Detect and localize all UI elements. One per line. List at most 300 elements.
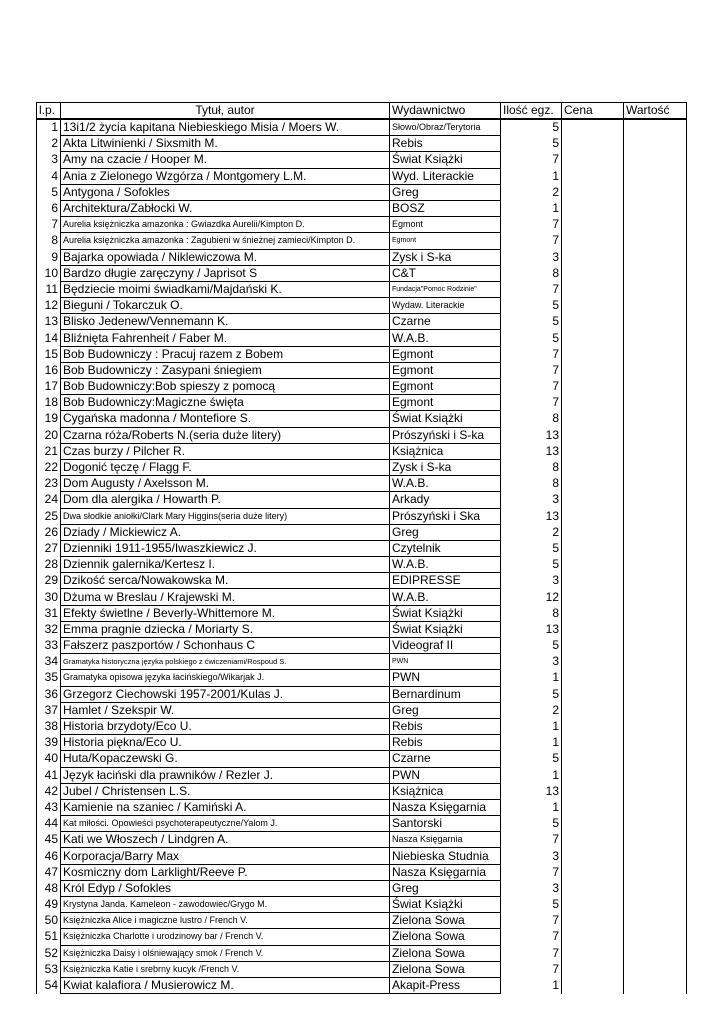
row-value xyxy=(624,977,687,993)
table-body xyxy=(37,119,687,994)
table-row xyxy=(37,346,687,362)
row-number: 17 xyxy=(37,379,61,395)
row-quantity: 7 xyxy=(501,961,562,977)
row-price xyxy=(562,136,624,152)
header-title-author: Tytuł, autor xyxy=(61,103,390,120)
row-number: 1 xyxy=(37,119,61,136)
row-publisher: Świat Książki xyxy=(390,152,501,168)
row-quantity: 13 xyxy=(501,427,562,443)
table-row xyxy=(37,281,687,297)
table-row xyxy=(37,945,687,961)
row-title-author: Kwiat kalafiora / Musierowicz M. xyxy=(61,977,390,993)
row-title-author: Aurelia księżniczka amazonka : Gwiazdka Aurelii/Kimpton D. xyxy=(61,217,390,233)
row-number: 23 xyxy=(37,476,61,492)
row-number: 48 xyxy=(37,880,61,896)
table-row xyxy=(37,816,687,832)
row-publisher: Prószyński i S-ka xyxy=(390,427,501,443)
row-value xyxy=(624,929,687,945)
table-row xyxy=(37,540,687,556)
row-number: 38 xyxy=(37,718,61,734)
row-title-author: Kosmiczny dom Larklight/Reeve P. xyxy=(61,864,390,880)
row-quantity: 3 xyxy=(501,880,562,896)
row-value xyxy=(624,249,687,265)
row-publisher: Wydaw. Literackie xyxy=(390,298,501,314)
row-price xyxy=(562,217,624,233)
table-row xyxy=(37,961,687,977)
table-row xyxy=(37,832,687,848)
row-quantity: 7 xyxy=(501,945,562,961)
row-publisher: Prószyński i Ska xyxy=(390,508,501,524)
row-title-author: Aurelia księżniczka amazonka : Zagubieni w śnieżnej zamieci/Kimpton D. xyxy=(61,233,390,249)
row-publisher: W.A.B. xyxy=(390,330,501,346)
row-title-author: Bob Budowniczy : Zasypani śniegiem xyxy=(61,362,390,378)
row-value xyxy=(624,589,687,605)
row-publisher: Zysk i S-ka xyxy=(390,459,501,475)
table-row xyxy=(37,589,687,605)
row-price xyxy=(562,848,624,864)
table-row xyxy=(37,200,687,216)
table-row xyxy=(37,767,687,783)
row-value xyxy=(624,670,687,686)
row-number: 5 xyxy=(37,184,61,200)
row-title-author: Kat miłości. Opowieści psychoterapeutyczne/Yalom J. xyxy=(61,816,390,832)
row-quantity: 1 xyxy=(501,200,562,216)
header-row xyxy=(37,103,687,120)
table-row xyxy=(37,880,687,896)
row-publisher: W.A.B. xyxy=(390,557,501,573)
row-quantity: 1 xyxy=(501,977,562,993)
row-quantity: 7 xyxy=(501,379,562,395)
row-price xyxy=(562,443,624,459)
row-number: 9 xyxy=(37,249,61,265)
table-row xyxy=(37,735,687,751)
row-value xyxy=(624,411,687,427)
header-lp: l.p. xyxy=(37,103,61,120)
row-value xyxy=(624,427,687,443)
row-price xyxy=(562,816,624,832)
row-number: 39 xyxy=(37,735,61,751)
row-value xyxy=(624,217,687,233)
row-title-author: Krystyna Janda. Kameleon - zawodowiec/Grygo M. xyxy=(61,897,390,913)
row-title-author: Antygona / Sofokles xyxy=(61,184,390,200)
row-price xyxy=(562,751,624,767)
row-value xyxy=(624,573,687,589)
row-quantity: 7 xyxy=(501,832,562,848)
table-row xyxy=(37,184,687,200)
table-row xyxy=(37,573,687,589)
row-price xyxy=(562,654,624,670)
row-quantity: 3 xyxy=(501,249,562,265)
row-title-author: Efekty świetlne / Beverly-Whittemore M. xyxy=(61,605,390,621)
row-title-author: Fałszerz paszportów / Schonhaus C xyxy=(61,638,390,654)
row-quantity: 8 xyxy=(501,605,562,621)
table-row xyxy=(37,799,687,815)
row-number: 50 xyxy=(37,913,61,929)
row-price xyxy=(562,249,624,265)
row-publisher: Greg xyxy=(390,184,501,200)
row-title-author: Dwa słodkie aniołki/Clark Mary Higgins(seria duże litery) xyxy=(61,508,390,524)
row-price xyxy=(562,200,624,216)
row-price xyxy=(562,459,624,475)
row-value xyxy=(624,200,687,216)
row-price xyxy=(562,427,624,443)
table-row xyxy=(37,427,687,443)
row-quantity: 7 xyxy=(501,395,562,411)
row-price xyxy=(562,540,624,556)
row-number: 40 xyxy=(37,751,61,767)
table-row xyxy=(37,524,687,540)
row-title-author: Dzikość serca/Nowakowska M. xyxy=(61,573,390,589)
row-publisher: PWN xyxy=(390,654,501,670)
row-price xyxy=(562,767,624,783)
row-title-author: Dziady / Mickiewicz A. xyxy=(61,524,390,540)
row-price xyxy=(562,913,624,929)
row-quantity: 5 xyxy=(501,686,562,702)
table-row xyxy=(37,136,687,152)
row-title-author: Dogonić tęczę / Flagg F. xyxy=(61,459,390,475)
row-price xyxy=(562,492,624,508)
row-title-author: Dżuma w Breslau / Krajewski M. xyxy=(61,589,390,605)
row-quantity: 7 xyxy=(501,929,562,945)
header-publisher: Wydawnictwo xyxy=(390,103,501,120)
row-quantity: 1 xyxy=(501,718,562,734)
row-price xyxy=(562,702,624,718)
row-title-author: Akta Litwinienki / Sixsmith M. xyxy=(61,136,390,152)
row-publisher: Nasza Księgarnia xyxy=(390,799,501,815)
row-value xyxy=(624,362,687,378)
row-publisher: Rebis xyxy=(390,735,501,751)
row-title-author: Dzienniki 1911-1955/Iwaszkiewicz J. xyxy=(61,540,390,556)
table-row xyxy=(37,605,687,621)
row-publisher: Rebis xyxy=(390,136,501,152)
row-value xyxy=(624,524,687,540)
row-title-author: Jubel / Christensen L.S. xyxy=(61,783,390,799)
table-row xyxy=(37,362,687,378)
row-value xyxy=(624,459,687,475)
table-row xyxy=(37,864,687,880)
row-quantity: 7 xyxy=(501,281,562,297)
table-row xyxy=(37,751,687,767)
row-value xyxy=(624,816,687,832)
row-value xyxy=(624,913,687,929)
row-value xyxy=(624,783,687,799)
row-price xyxy=(562,346,624,362)
header-price: Cena xyxy=(562,103,624,120)
row-quantity: 2 xyxy=(501,184,562,200)
row-price xyxy=(562,524,624,540)
row-number: 11 xyxy=(37,281,61,297)
row-quantity: 3 xyxy=(501,573,562,589)
row-value xyxy=(624,443,687,459)
row-number: 2 xyxy=(37,136,61,152)
row-price xyxy=(562,152,624,168)
table-row xyxy=(37,476,687,492)
row-publisher: W.A.B. xyxy=(390,589,501,605)
row-number: 8 xyxy=(37,233,61,249)
row-publisher: Świat Książki xyxy=(390,621,501,637)
row-publisher: W.A.B. xyxy=(390,476,501,492)
row-quantity: 7 xyxy=(501,217,562,233)
row-value xyxy=(624,735,687,751)
table-row xyxy=(37,265,687,281)
table-row xyxy=(37,152,687,168)
row-number: 46 xyxy=(37,848,61,864)
row-value xyxy=(624,298,687,314)
row-publisher: Bernardinum xyxy=(390,686,501,702)
row-number: 29 xyxy=(37,573,61,589)
table-row xyxy=(37,314,687,330)
table-row xyxy=(37,848,687,864)
row-title-author: Gramatyka opisowa języka łacińskiego/Wikarjak J. xyxy=(61,670,390,686)
row-quantity: 2 xyxy=(501,524,562,540)
row-quantity: 8 xyxy=(501,265,562,281)
row-price xyxy=(562,265,624,281)
row-price xyxy=(562,799,624,815)
row-title-author: Bliźnięta Fahrenheit / Faber M. xyxy=(61,330,390,346)
row-number: 10 xyxy=(37,265,61,281)
row-number: 44 xyxy=(37,816,61,832)
row-number: 51 xyxy=(37,929,61,945)
row-number: 15 xyxy=(37,346,61,362)
row-publisher: Książnica xyxy=(390,443,501,459)
row-publisher: Nasza Księgarnia xyxy=(390,832,501,848)
row-value xyxy=(624,476,687,492)
row-title-author: Historia piękna/Eco U. xyxy=(61,735,390,751)
row-number: 47 xyxy=(37,864,61,880)
row-number: 45 xyxy=(37,832,61,848)
row-price xyxy=(562,330,624,346)
row-number: 4 xyxy=(37,168,61,184)
table-row xyxy=(37,897,687,913)
row-title-author: Księżniczka Charlotte i urodzinowy bar / French V. xyxy=(61,929,390,945)
book-inventory-table xyxy=(36,102,687,994)
table-row xyxy=(37,977,687,993)
table-row xyxy=(37,119,687,136)
table-row xyxy=(37,913,687,929)
row-publisher: Zysk i S-ka xyxy=(390,249,501,265)
row-quantity: 1 xyxy=(501,670,562,686)
row-quantity: 7 xyxy=(501,233,562,249)
row-title-author: Grzegorz Ciechowski 1957-2001/Kulas J. xyxy=(61,686,390,702)
row-publisher: PWN xyxy=(390,767,501,783)
table-row xyxy=(37,492,687,508)
row-number: 16 xyxy=(37,362,61,378)
row-publisher: Słowo/Obraz/Terytoria xyxy=(390,119,501,136)
row-number: 27 xyxy=(37,540,61,556)
row-quantity: 5 xyxy=(501,540,562,556)
row-quantity: 8 xyxy=(501,476,562,492)
row-quantity: 3 xyxy=(501,654,562,670)
row-quantity: 7 xyxy=(501,362,562,378)
table-row xyxy=(37,670,687,686)
row-number: 43 xyxy=(37,799,61,815)
row-title-author: Bob Budowniczy:Magiczne święta xyxy=(61,395,390,411)
row-price xyxy=(562,621,624,637)
row-title-author: 13i1/2 życia kapitana Niebieskiego Misia / Moers W. xyxy=(61,119,390,136)
row-quantity: 7 xyxy=(501,152,562,168)
row-price xyxy=(562,832,624,848)
row-value xyxy=(624,799,687,815)
row-quantity: 5 xyxy=(501,557,562,573)
row-value xyxy=(624,767,687,783)
row-number: 7 xyxy=(37,217,61,233)
row-publisher: Wyd. Literackie xyxy=(390,168,501,184)
row-publisher: Egmont xyxy=(390,233,501,249)
row-publisher: Akapit-Press xyxy=(390,977,501,993)
row-quantity: 8 xyxy=(501,459,562,475)
row-publisher: Egmont xyxy=(390,362,501,378)
row-price xyxy=(562,929,624,945)
row-publisher: Egmont xyxy=(390,395,501,411)
row-quantity: 7 xyxy=(501,346,562,362)
row-number: 12 xyxy=(37,298,61,314)
row-price xyxy=(562,411,624,427)
table-row xyxy=(37,411,687,427)
row-price xyxy=(562,783,624,799)
row-price xyxy=(562,184,624,200)
row-quantity: 5 xyxy=(501,638,562,654)
row-number: 31 xyxy=(37,605,61,621)
row-title-author: Bob Budowniczy:Bob spieszy z pomocą xyxy=(61,379,390,395)
row-value xyxy=(624,605,687,621)
row-number: 30 xyxy=(37,589,61,605)
row-value xyxy=(624,880,687,896)
row-value xyxy=(624,314,687,330)
row-number: 33 xyxy=(37,638,61,654)
row-publisher: Zielona Sowa xyxy=(390,913,501,929)
row-value xyxy=(624,638,687,654)
row-publisher: Czytelnik xyxy=(390,540,501,556)
row-title-author: Historia brzydoty/Eco U. xyxy=(61,718,390,734)
row-publisher: Greg xyxy=(390,880,501,896)
row-quantity: 5 xyxy=(501,897,562,913)
row-publisher: Egmont xyxy=(390,217,501,233)
table-row xyxy=(37,783,687,799)
row-title-author: Będziecie moimi świadkami/Majdański K. xyxy=(61,281,390,297)
row-value xyxy=(624,281,687,297)
row-price xyxy=(562,557,624,573)
row-value xyxy=(624,508,687,524)
row-number: 49 xyxy=(37,897,61,913)
row-price xyxy=(562,119,624,136)
row-publisher: BOSZ xyxy=(390,200,501,216)
row-publisher: Świat Książki xyxy=(390,897,501,913)
row-price xyxy=(562,897,624,913)
row-value xyxy=(624,184,687,200)
row-title-author: Kamienie na szaniec / Kamiński A. xyxy=(61,799,390,815)
row-number: 18 xyxy=(37,395,61,411)
row-quantity: 12 xyxy=(501,589,562,605)
row-price xyxy=(562,233,624,249)
row-publisher: Greg xyxy=(390,702,501,718)
row-value xyxy=(624,152,687,168)
row-publisher: C&T xyxy=(390,265,501,281)
row-number: 42 xyxy=(37,783,61,799)
row-price xyxy=(562,395,624,411)
table-row xyxy=(37,249,687,265)
row-number: 13 xyxy=(37,314,61,330)
row-quantity: 1 xyxy=(501,735,562,751)
row-quantity: 5 xyxy=(501,816,562,832)
row-price xyxy=(562,508,624,524)
row-title-author: Czarna róża/Roberts N.(seria duże litery) xyxy=(61,427,390,443)
row-publisher: Greg xyxy=(390,524,501,540)
row-quantity: 13 xyxy=(501,783,562,799)
row-number: 35 xyxy=(37,670,61,686)
row-value xyxy=(624,492,687,508)
row-title-author: Król Edyp / Sofokles xyxy=(61,880,390,896)
row-title-author: Bajarka opowiada / Niklewiczowa M. xyxy=(61,249,390,265)
row-title-author: Bardzo długie zaręczyny / Japrisot S xyxy=(61,265,390,281)
table-row xyxy=(37,621,687,637)
table-row xyxy=(37,443,687,459)
row-price xyxy=(562,589,624,605)
row-publisher: Egmont xyxy=(390,346,501,362)
row-quantity: 3 xyxy=(501,848,562,864)
row-quantity: 13 xyxy=(501,508,562,524)
table-row xyxy=(37,330,687,346)
row-value xyxy=(624,265,687,281)
row-price xyxy=(562,168,624,184)
row-publisher: Zielona Sowa xyxy=(390,929,501,945)
row-price xyxy=(562,864,624,880)
row-number: 41 xyxy=(37,767,61,783)
row-number: 26 xyxy=(37,524,61,540)
row-value xyxy=(624,330,687,346)
row-number: 53 xyxy=(37,961,61,977)
row-publisher: Videograf II xyxy=(390,638,501,654)
row-price xyxy=(562,686,624,702)
row-value xyxy=(624,168,687,184)
row-value xyxy=(624,848,687,864)
table-row xyxy=(37,459,687,475)
row-publisher: Arkady xyxy=(390,492,501,508)
row-publisher: Fundacja"Pomoc Rodzinie" xyxy=(390,281,501,297)
row-value xyxy=(624,346,687,362)
row-number: 3 xyxy=(37,152,61,168)
row-quantity: 8 xyxy=(501,411,562,427)
row-value xyxy=(624,395,687,411)
row-price xyxy=(562,961,624,977)
row-publisher: Książnica xyxy=(390,783,501,799)
row-quantity: 5 xyxy=(501,298,562,314)
row-title-author: Korporacja/Barry Max xyxy=(61,848,390,864)
row-title-author: Gramatyka historyczna języka polskiego z ćwiczeniami/Rospoud S. xyxy=(61,654,390,670)
row-publisher: Świat Książki xyxy=(390,411,501,427)
table-row xyxy=(37,233,687,249)
row-title-author: Księżniczka Daisy i olśniewający smok / French V. xyxy=(61,945,390,961)
row-price xyxy=(562,314,624,330)
row-publisher: Egmont xyxy=(390,379,501,395)
table-row xyxy=(37,508,687,524)
row-value xyxy=(624,897,687,913)
row-price xyxy=(562,573,624,589)
table-row xyxy=(37,217,687,233)
row-price xyxy=(562,298,624,314)
row-number: 36 xyxy=(37,686,61,702)
row-publisher: Świat Książki xyxy=(390,605,501,621)
row-value xyxy=(624,751,687,767)
row-title-author: Bob Budowniczy : Pracuj razem z Bobem xyxy=(61,346,390,362)
row-number: 21 xyxy=(37,443,61,459)
table-row xyxy=(37,298,687,314)
row-publisher: Niebieska Studnia xyxy=(390,848,501,864)
row-price xyxy=(562,977,624,993)
row-value xyxy=(624,379,687,395)
row-title-author: Amy na czacie / Hooper M. xyxy=(61,152,390,168)
row-number: 54 xyxy=(37,977,61,993)
row-quantity: 1 xyxy=(501,168,562,184)
